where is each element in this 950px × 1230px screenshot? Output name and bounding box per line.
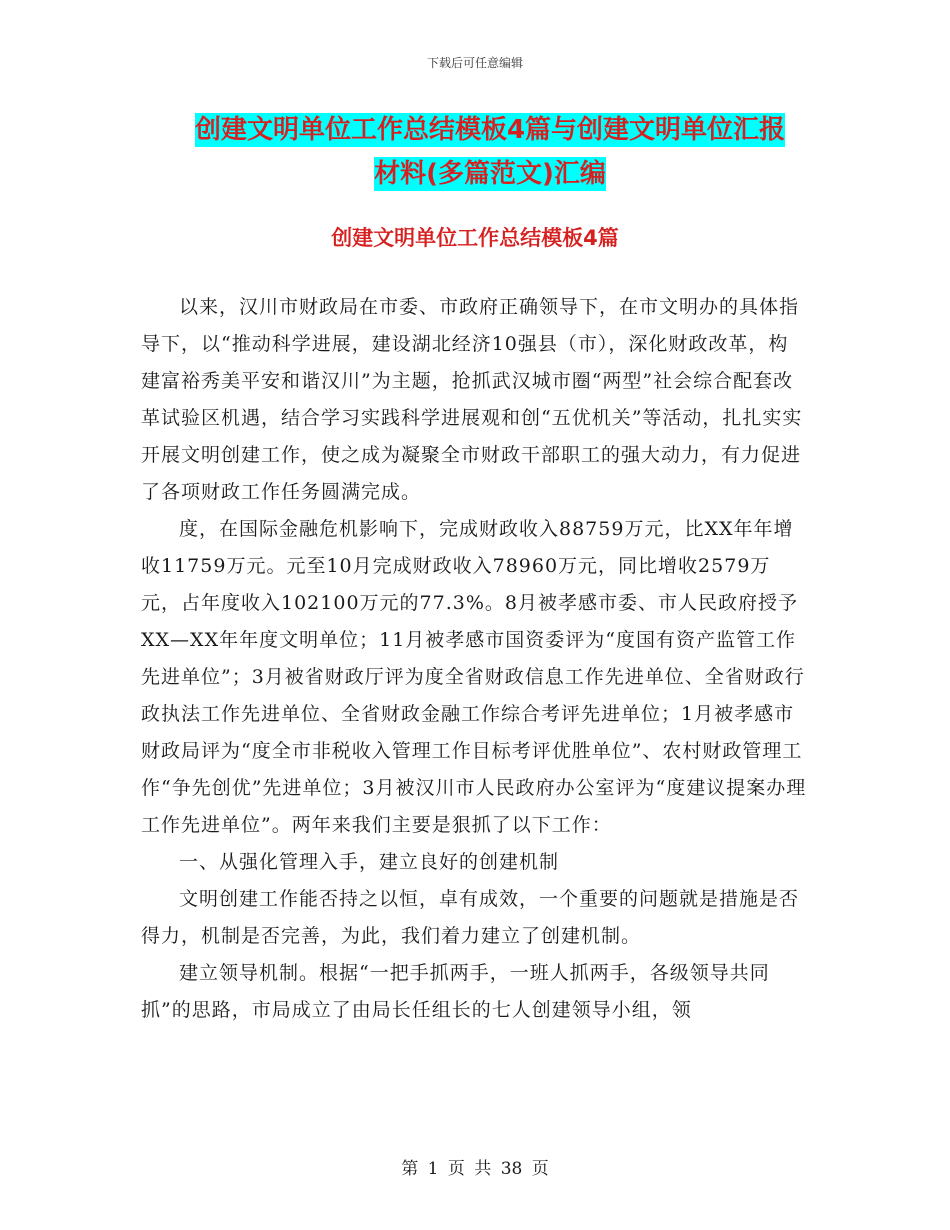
document-title-line1: 创建文明单位工作总结模板4篇与创建文明单位汇报	[194, 115, 786, 145]
body-paragraph: 度，在国际金融危机影响下，完成财政收入88759万元，比XX年年增收11759万元。元至10月完成财政收入78960万元，同比增收2579万元，占年度收入102100万元的77.3%。8月被孝感市委、市人民政府授予XX—XX年年度文明单位；11月被孝感市国资委评为“度国有资产监管工作先进单位”；3月被省财政厅评为度全省财政信息工作先进单位、全省财政行政执法工作先进单位、全省财政金融工作综合考评先进单位；1月被孝感市财政局评为“度全市非税收入管理工作目标考评优胜单位”、农村财政管理工作“争先创优”先进单位；3月被汉川市人民政府办公室评为“度建议提案办理工作先进单位”。两年来我们主要是狠抓了以下工作：	[141, 518, 807, 836]
body-paragraph: 以来，汉川市财政局在市委、市政府正确领导下，在市文明办的具体指导下，以“推动科学进展，建设湖北经济10强县（市），深化财政改革，构建富裕秀美平安和谐汉川”为主题，抢抓武汉城市圈“两型”社会综合配套改革试验区机遇，结合学习实践科学进展观和创“五优机关”等活动，扎扎实实开展文明创建工作，使之成为凝聚全市财政干部职工的强大动力，有力促进了各项财政工作任务圆满完成。	[141, 296, 803, 503]
page-header-note: 下载后可任意编辑	[426, 56, 523, 70]
body-paragraph: 一、从强化管理入手，建立良好的创建机制	[179, 851, 560, 873]
body-paragraph: 文明创建工作能否持之以恒，卓有成效，一个重要的问题就是措施是否得力，机制是否完善，为此，我们着力建立了创建机制。	[141, 888, 800, 947]
body-paragraph: 建立领导机制。根据“一把手抓两手，一班人抓两手，各级领导共同抓”的思路，市局成立了由局长任组长的七人创建领导小组，领	[141, 962, 770, 1021]
document-title	[140, 108, 840, 196]
document-body	[141, 289, 807, 1029]
section-title: 创建文明单位工作总结模板4篇	[331, 226, 619, 250]
document-title-line2: 材料(多篇范文)汇编	[374, 159, 606, 189]
page-number-footer: 第 1 页 共 38 页	[401, 1159, 549, 1179]
